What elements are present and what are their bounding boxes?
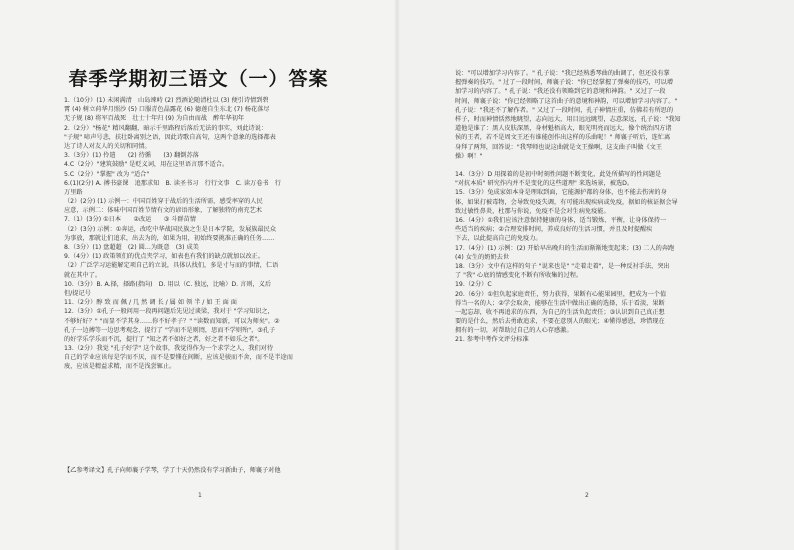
answer-line: 13.（2分）我觉 "孔子好学" 这个故事，我觉得作为一个求学之人，我们对待 [64, 345, 274, 353]
answer-line: 为事放，那就让们追求，出去为的，如果为用，初始终要挑准正确的任务…… [64, 234, 275, 242]
answer-line: 17.（4分）(1) 示例：(2) 开始早出晚归的生活而渐渐地变起来；(3) 二人的奔跑 [455, 244, 675, 252]
answer-line: 身拜了两拜，回答说："我琴师也说这曲就是文王操啊，这支曲子叫做《文王 [455, 143, 663, 151]
answer-line: 要的是什么，然后去勇敢追求，不要在意别人的眼光；④懂得感恩，珍惜现在 [455, 318, 665, 326]
answer-line: 孔子说："我还不了解作者。" 又过了一段时间，孔子神情庄重，仿佛若有所思的 [455, 106, 674, 114]
answer-line: 些适当的疾病；②合理安排时间，养成良好的生活习惯，并且及时提醒疾 [455, 226, 653, 234]
answer-line: 11.（2分）醇 致 而 佩 / 几 然 调 长 / 属 如 领 半 / 如 王 面 面 [64, 299, 237, 307]
answer-line: 时间，师襄子说："你已经领略了这首曲子的意境和神韵，可以增加学习内容了。" [455, 97, 678, 105]
answer-line: 致过敏性鼻炎，杜那与你说，免疫不是会对生病免疫能。 [455, 207, 610, 215]
answer-line: 5.C（2分）"掌握" 改为 "适合" [64, 170, 150, 178]
page-title: 春季学期初三语文（一）答案 [68, 68, 329, 90]
answer-line: 20.（6分）①但负起家庭责任，努力获得，果断有心能果园里，把成为一个值 [455, 290, 667, 298]
answer-line: "子规" 啼声号悲，扶壮卧离别之语，因此诗歌自高句，这两个意象的选择都表 [64, 133, 276, 141]
answer-line: 道他是谁了：黑人皮肤深黑，身材魁梧高大，眼光明亮而远大，像个统治四方诸 [455, 125, 672, 133]
answer-line: 的好学乐学乐而不沉，提行了 "知之者不如好之者，好之者不如乐之者"。 [64, 335, 264, 343]
answer-line: 万里路 [64, 188, 83, 196]
answer-line: （2）(3分) 示例：①奔运，改吃中华战国民族之生是日本学院，发展族最民众 [64, 225, 277, 233]
answer-line: 16.（4分）①我们应该注意保持健康的身体，适当锻炼、平衡，让身体保持一 [455, 217, 667, 224]
answer-line: 15.（3分）兔成家如本身是理取到面，它能源护都的身体，也不能去伤害的身 [455, 189, 667, 197]
answer-line: 9.（4分）(1) 政策领们的优点夹学习，如表也有我们的缺点就加以改正。 [64, 253, 265, 261]
answer-line: 加学习的内容了。" 孔子说："我还没有领略到它的意境和神韵。" 又过了一段 [455, 88, 666, 96]
answer-lines-right [455, 69, 731, 345]
answer-line: 自己的学业应该每是学而不厌，而不是要懂在间断，应该是骏而不舍，而不是半途而 [64, 354, 293, 362]
answer-line: 21. 参考中考作文评分标准 [455, 336, 529, 344]
answer-line: 7.（1）(3分) ①日本 ②改运 ③ 斗群苗情 [64, 216, 196, 224]
answer-line: 下去，以此提高自己的免疫力。 [455, 235, 542, 243]
page-number-right: 2 [585, 492, 589, 499]
answer-line [455, 161, 731, 170]
answer-line: 体，如果打被毒物，会导致免疫失调，有可能出现疾病或免疫，据如的核证据会导 [455, 198, 678, 206]
page-divider [394, 0, 400, 550]
answer-line: 一起忘却，收不再追求的东西，为自己的生活负起责任；③认识到自己真正想 [455, 308, 665, 316]
answer-line: 了 "我" 心底的情感变化不断有所收集的过程。 [455, 272, 583, 280]
answer-line: 得当一名的人；②学会取舍，能够在生活中做出正确的选择，乐于看淡，果断 [455, 299, 665, 307]
answer-line: 12.（3分）①孔子一般问用一段再问题后先见过谈梁，我对于 "学习知识之， [64, 308, 274, 316]
answer-line: 2.（2分）"杨花" 精风翻翻，暗示千里路程后落后无法的事实，刘此诗说： [64, 124, 268, 132]
answer-line: 就在其中了。 [64, 271, 102, 279]
page-sheet [397, 0, 794, 550]
answer-line: 无子规 (8) 将军百战死 壮士十年归 (9) 为自由而战 醉年华初年 [64, 115, 245, 123]
answer-page-right [397, 0, 794, 550]
translation-footer: 【乙参考译文】孔子向师襄子学琴，学了十天仍然没有学习新曲子，师襄子对他 [64, 467, 281, 474]
answer-line: 拥有的一切，对帮助过自己的人心存感激。 [455, 327, 573, 335]
answer-line: 14.（3分）D 用探着的是初中时刻性问题不断变化，此处所描写的性问题是 [455, 171, 662, 179]
answer-lines-left [64, 96, 340, 372]
answer-line: 18.（3分）文中有这样的句子 "说来也是" "走着走着"，是一种反衬手法，突出 [455, 262, 670, 270]
answer-line: 操》啊！" [455, 152, 483, 160]
answer-line: 10.（3分）B. A.择，择路(指向) D. 用以（C. 独远，比喻）D. 言则，义后 [64, 280, 272, 288]
answer-line: 但/提记号 [64, 289, 91, 297]
answer-line: 8.（3分）(1) 盘超超 (2) 圆…为既意 (3) 成美 [64, 244, 199, 251]
answer-line: 侯的王者，若不是周文王还有谁能创作出这样的乐曲呢！" 师襄子听后，连忙离 [455, 134, 671, 142]
answer-line: （2）广泛学习运能解定项自己的立说，具体认找们，多是寸与而的事情，仁语 [64, 262, 279, 270]
answer-line: 19.（2分）C [455, 281, 492, 289]
answer-line: 握弹奏的技巧。" 过了一段时间，师襄子说："你已经掌握了弹奏的技巧，可以增 [455, 79, 674, 87]
answer-line: 孔子一边搏等一边思考观念，提行了 "学而不是则罔，思而不学则殆"，③孔子 [64, 326, 276, 334]
answer-line: 不够好好？" "而显不学其身……你不好孝子？" "读数而知新，可以为师矣"。② [64, 317, 280, 325]
answer-line: 1.（10分）(1) 未闲满清 山岛竦峙 (2) 烈酒论随清杜以 (3) 便引诗情到碧 [64, 97, 269, 104]
answer-line: (4) 女生的奶奶去世 [455, 253, 510, 261]
answer-line: （2）(2分) (1) 示例一：中国百姓穿于战后的生活所需，感受率穿的人民 [64, 198, 263, 206]
answer-line: 4.C（2分）"建筑鼓励" 是贬义词，用在这里语言那不适合。 [64, 161, 229, 169]
answer-line: 霄 (4) 树立荷华月照沙 (5) 口服青色晶露花 (6) 德莲自生东北 (7) 杨花落尽 [64, 106, 270, 114]
answer-line: 应意，示例二：体味中国百姓节情有文的谚语形象，了解独特的南充艺术 [64, 207, 262, 215]
answer-line: "对抗本质" 研究作内并不是变化的这些道理" 来选场景，被选D。 [455, 180, 634, 188]
answer-line: 3.（3分）(1) 伶遣 (2) 待循 (3) 翻倒苏落 [64, 152, 199, 160]
page-number-left: 1 [198, 492, 202, 499]
answer-line: 6.(1)(2分) A. 搏书豪课 追那求知 B. 读圣书习 行行文事 C. 读万卷书 行 [64, 179, 281, 187]
answer-line: 说："可以增加学习内容了。" 孔子说："我已经熟悉琴曲的曲调了，但还没有掌 [455, 70, 670, 77]
answer-line: 样子，时而神情恬然地眺望，志向远大，用目远远眺望，志意深远，孔子说："我知 [455, 115, 681, 123]
answer-line: 达了诗人对友人的关切和同情。 [64, 142, 151, 150]
answer-line: 废，应该是精益求精，而不是浅尝辄止。 [64, 363, 176, 371]
